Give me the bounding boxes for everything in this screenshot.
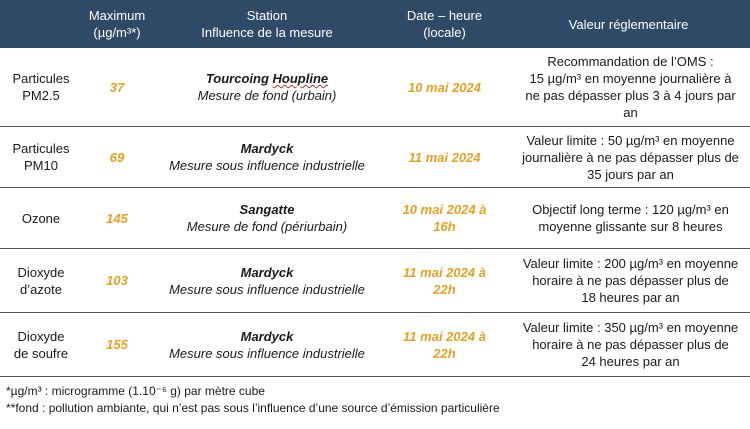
pollutant-name: Particules: [12, 71, 70, 86]
station-cell: [152, 127, 382, 188]
station-influence: Mesure sous influence industrielle: [169, 158, 365, 173]
header-maximum-line1: Maximum: [88, 8, 146, 23]
pollutant-name-line2: d’azote: [20, 281, 62, 297]
regulation-line3: 35 jours par an: [587, 166, 674, 182]
regulation-cell: [507, 313, 750, 377]
table-row: [0, 48, 750, 127]
header-date-line2: (locale): [423, 25, 466, 40]
station-cell: [152, 188, 382, 249]
regulation-line4: an: [623, 105, 638, 120]
date-line2: 22h: [433, 345, 456, 361]
header-pollutant: [0, 0, 82, 48]
pollutant-name-line2: PM10: [24, 158, 58, 173]
regulation-line2: journalière à ne pas dépasser plus de: [522, 149, 739, 165]
regulation-line2: 15 µg/m³ en moyenne journalière à: [529, 71, 732, 86]
maximum-value: 145: [82, 188, 152, 249]
station-influence: Mesure de fond (périurbain): [186, 219, 348, 234]
regulation-line2: horaire à ne pas dépasser plus de: [532, 337, 729, 352]
date-line1: 11 mai 2024 à: [403, 264, 486, 280]
station-name-part2: Houpline: [272, 71, 329, 86]
regulation-cell: [507, 249, 750, 313]
table-header-row: [0, 0, 750, 48]
maximum-value: 103: [82, 249, 152, 313]
regulation-cell: [507, 188, 750, 249]
pollutant-cell: [0, 48, 82, 127]
header-station-line2: Influence de la mesure: [201, 25, 333, 40]
date-cell: [382, 249, 507, 313]
pollutant-cell: [0, 127, 82, 188]
header-maximum-line2: (µg/m³*): [93, 25, 141, 40]
pollutant-cell: [0, 249, 82, 313]
pollutant-name: Particules: [12, 141, 70, 156]
station-influence: Mesure de fond (urbain): [197, 88, 337, 103]
date-line2: 16h: [433, 219, 456, 234]
header-station-line1: Station: [246, 8, 288, 23]
regulation-cell: [507, 48, 750, 127]
station-cell: [152, 313, 382, 377]
date-line1: 11 mai 2024: [408, 149, 481, 165]
date-line2: 22h: [433, 281, 456, 297]
date-cell: [382, 313, 507, 377]
station-name: Mardyck: [240, 141, 294, 156]
regulation-line2: horaire à ne pas dépasser plus de: [532, 273, 729, 288]
date-line1: 10 mai 2024 à: [402, 202, 487, 217]
station-name: Mardyck: [240, 264, 294, 280]
table-row: [0, 188, 750, 249]
station-name-part1: Tourcoing: [205, 71, 273, 86]
pollutant-cell: [0, 188, 82, 249]
date-cell: [382, 188, 507, 249]
regulation-line1: Valeur limite : 350 µg/m³ en moyenne: [522, 320, 739, 335]
maximum-value: 155: [82, 313, 152, 377]
regulation-line3: 18 heures par an: [581, 290, 680, 305]
regulation-line1: Objectif long terme : 120 µg/m³ en: [532, 202, 729, 217]
pollutant-cell: [0, 313, 82, 377]
regulation-line3: 24 heures par an: [581, 354, 680, 369]
header-station: [152, 0, 382, 48]
date-cell: [382, 48, 507, 127]
regulation-line3: ne pas dépasser plus 3 à 4 jours par: [525, 88, 736, 103]
header-regulation-label: Valeur réglementaire: [568, 16, 689, 32]
footnote-units: *µg/m³ : microgramme (1.10⁻⁶ g) par mètre cube: [6, 384, 265, 398]
station-influence: Mesure sous influence industrielle: [169, 345, 365, 361]
regulation-cell: [507, 127, 750, 188]
footnote-fond: **fond : pollution ambiante, qui n’est pas sous l’influence d’une source d’émission particulière: [6, 401, 500, 415]
station-name: Sangatte: [239, 202, 295, 217]
station-name: [156, 70, 378, 87]
header-maximum: [82, 0, 152, 48]
pollutant-name: Ozone: [21, 210, 61, 226]
header-date-line1: Date – heure: [406, 8, 483, 23]
table-row: [0, 313, 750, 377]
regulation-line1: Valeur limite : 50 µg/m³ en moyenne: [526, 132, 735, 148]
maximum-value: 37: [82, 48, 152, 127]
header-regulation: [507, 0, 750, 48]
station-cell: [152, 249, 382, 313]
pollutant-name-line2: de soufre: [13, 345, 69, 361]
date-cell: [382, 127, 507, 188]
header-date: [382, 0, 507, 48]
date-line1: 10 mai 2024: [407, 79, 481, 95]
pollutant-name: Dioxyde: [17, 264, 65, 280]
date-line1: 11 mai 2024 à: [403, 328, 486, 344]
table-row: [0, 127, 750, 188]
station-name: Mardyck: [240, 328, 294, 344]
footnotes: [0, 377, 750, 417]
regulation-line1: Valeur limite : 200 µg/m³ en moyenne: [522, 256, 739, 271]
station-influence: Mesure sous influence industrielle: [169, 281, 365, 297]
regulation-line2: moyenne glissante sur 8 heures: [538, 219, 723, 234]
pollutant-name: Dioxyde: [17, 328, 65, 344]
table-row: [0, 249, 750, 313]
regulation-line1: Recommandation de l’OMS :: [547, 54, 714, 69]
station-cell: [152, 48, 382, 127]
maximum-value: 69: [82, 127, 152, 188]
pollutant-name-line2: PM2.5: [22, 88, 60, 103]
